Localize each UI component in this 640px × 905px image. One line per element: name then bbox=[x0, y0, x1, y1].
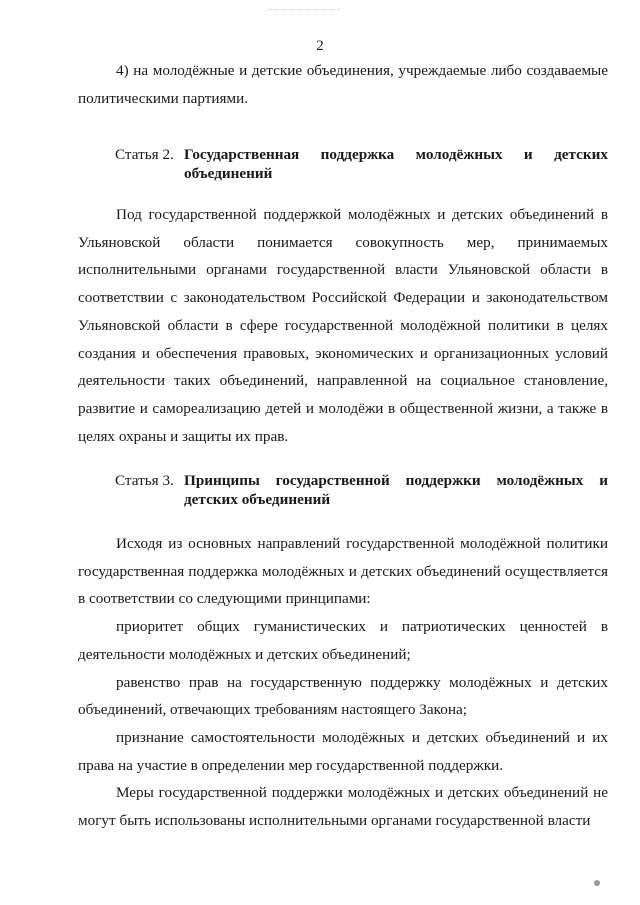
article-2-heading bbox=[115, 145, 608, 183]
paragraph: Под государственной поддержкой молодёжных и детских объединений в Ульяновской области понимается совокупность мер, принимаемых исполнительными органами государственной власти Ульяновской области в соответствии с законодательством Российской Федерации и законодательством Ульяновской области в сфере государственной молодёжной политики в целях создания и обеспечения правовых, экономических и организационных условий деятельности таких объединений, направленной на социальное становление, развитие и самореализацию детей и молодёжи в общественной жизни, а также в целях охраны и защиты их прав. bbox=[78, 206, 608, 445]
article-label: Статья 3. bbox=[115, 472, 174, 489]
paragraph: 4) на молодёжные и детские объединения, учреждаемые либо создаваемые политическими партиями. bbox=[78, 62, 608, 107]
article-3-heading bbox=[115, 471, 608, 509]
article-label: Статья 2. bbox=[115, 146, 174, 163]
paragraph: Исходя из основных направлений государственной молодёжной политики государственная поддержка молодёжных и детских объединений осуществляется в соответствии со следующими принципами: bbox=[78, 535, 608, 608]
paragraph-block-article-3 bbox=[78, 530, 608, 835]
page-number: 2 bbox=[316, 38, 324, 54]
paragraph-block-top bbox=[78, 57, 608, 112]
paragraph-block-article-2 bbox=[78, 201, 608, 450]
article-title: Принципы государственной поддержки молодёжных и детских объединений bbox=[184, 472, 608, 508]
paragraph: равенство прав на государственную поддержку молодёжных и детских объединений, отвечающих требованиям настоящего Закона; bbox=[78, 673, 608, 719]
scan-artifact bbox=[268, 9, 340, 12]
article-title: Государственная поддержка молодёжных и детских объединений bbox=[184, 146, 608, 182]
paragraph: приоритет общих гуманистических и патриотических ценностей в деятельности молодёжных и детских объединений; bbox=[78, 618, 608, 663]
scan-artifact bbox=[594, 880, 600, 886]
paragraph: Меры государственной поддержки молодёжных и детских объединений не могут быть использованы исполнительными органами государственной власти bbox=[78, 784, 608, 830]
paragraph: признание самостоятельности молодёжных и детских объединений и их права на участие в определении мер государственной поддержки. bbox=[78, 728, 608, 774]
